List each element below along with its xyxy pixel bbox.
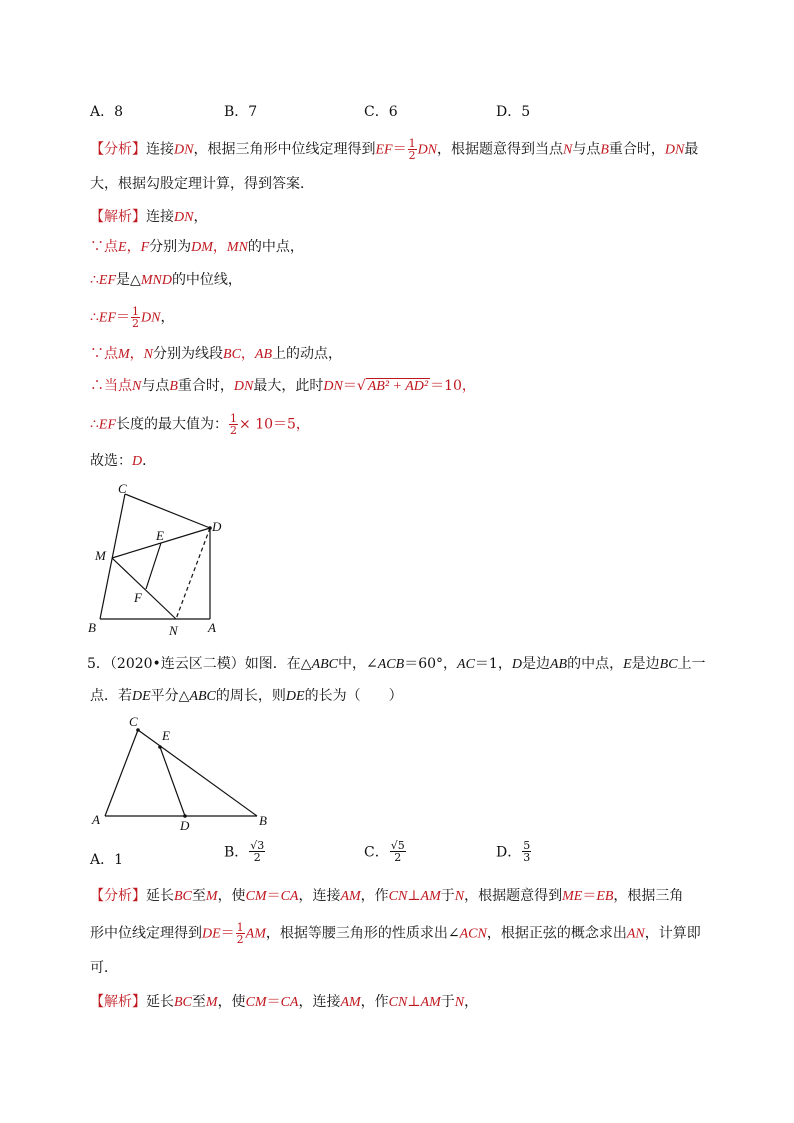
- equals: ＝: [392, 141, 407, 158]
- text: ，计算即: [644, 925, 701, 942]
- q4-analysis-line2: 大，根据勾股定理计算，得到答案．: [90, 176, 314, 192]
- equals: ＝: [266, 888, 281, 904]
- text: 5．（2020•连云区二模）如图．在△: [87, 656, 312, 672]
- q4-solution-line2: [90, 237, 304, 258]
- point-e: [158, 745, 162, 749]
- label-c: C: [118, 481, 127, 496]
- var-n: N: [563, 142, 573, 158]
- label-e: E: [156, 528, 164, 543]
- q5-solution-line1: [90, 992, 478, 1013]
- answer: D: [132, 454, 143, 469]
- text: 分别为: [149, 239, 192, 255]
- text: ，作: [360, 888, 389, 904]
- var-m: M: [205, 889, 218, 904]
- q4-option-c: C．6: [364, 104, 398, 120]
- var-am: AM: [245, 926, 266, 942]
- var-m: M: [205, 995, 218, 1010]
- text: 延长: [146, 994, 174, 1010]
- label-f: F: [134, 590, 142, 605]
- var-de: DE: [202, 926, 221, 942]
- text: ∵点: [90, 346, 118, 362]
- label-b: B: [259, 813, 267, 828]
- label-d: D: [212, 519, 222, 534]
- q5-geometry-figure: [85, 710, 285, 835]
- analysis-tag: 【分析】: [90, 141, 146, 158]
- sqrt-radicand: AB² + AD²: [367, 379, 429, 394]
- text: 点．若: [90, 688, 132, 704]
- label-e: E: [162, 728, 170, 743]
- var-ca: CA: [280, 889, 299, 904]
- var-ab: AB: [549, 657, 568, 672]
- text: ＝60°，: [404, 656, 458, 672]
- var-ab: AB: [254, 347, 273, 362]
- label-b: B: [88, 620, 96, 635]
- segment-ca: [105, 730, 138, 816]
- fraction-half: [229, 413, 238, 436]
- analysis-tag: 【分析】: [90, 888, 146, 904]
- text: ．: [142, 453, 157, 469]
- q4-option-b: B．7: [224, 104, 258, 120]
- perp-symbol: ⊥: [407, 888, 421, 904]
- numerator: 1: [230, 412, 238, 425]
- text: ，根据三角形中位线定理得到: [193, 141, 376, 158]
- numerator: 1: [132, 305, 140, 318]
- denominator: 2: [236, 933, 244, 946]
- q4-solution-line1: [90, 207, 207, 228]
- text: ，: [464, 994, 479, 1010]
- option-label: D．: [496, 844, 522, 861]
- text: ，根据等腰三角形的性质求出∠: [265, 925, 460, 942]
- var-n: N: [454, 889, 465, 904]
- var-ef: EF: [98, 273, 117, 288]
- text: ∴当点: [90, 378, 132, 394]
- solution-tag: 【解析】: [90, 994, 146, 1010]
- numerator: 1: [408, 137, 416, 150]
- text: ＝1，: [474, 656, 512, 672]
- text: 于: [440, 888, 455, 904]
- q4-solution-line8: [90, 451, 156, 472]
- text: 中，∠: [338, 656, 378, 672]
- var-n: N: [132, 379, 142, 394]
- var-f: F: [140, 240, 150, 255]
- label-c: C: [129, 714, 138, 729]
- var-ef: EF: [375, 142, 393, 158]
- var-dm: DM: [191, 240, 213, 255]
- text: ，: [129, 346, 144, 362]
- var-eb: EB: [596, 889, 614, 904]
- numerator: 1: [236, 921, 244, 934]
- text: 上一: [677, 656, 706, 672]
- var-m: M: [118, 347, 130, 362]
- text: 于: [440, 994, 455, 1010]
- text: 形中位线定理得到: [90, 925, 202, 942]
- segment-dn-dashed: [176, 528, 210, 619]
- var-am: AM: [420, 995, 441, 1010]
- var-dn: DN: [141, 310, 161, 326]
- text: 长度的最大值为：: [116, 416, 229, 433]
- segment-ef: [146, 543, 161, 589]
- var-dn: DN: [664, 142, 685, 158]
- denominator: 2: [230, 424, 238, 437]
- equals: ＝: [220, 925, 235, 942]
- option-label: C．: [364, 844, 389, 861]
- text: ∵点: [90, 239, 118, 255]
- label-n: N: [169, 623, 178, 638]
- var-cn: CN: [388, 889, 408, 904]
- q5-option-a: A．1: [90, 852, 124, 868]
- text: 是△: [116, 272, 141, 288]
- var-de: DE: [132, 689, 151, 704]
- equals: ＝: [116, 309, 131, 326]
- var-ca: CA: [280, 995, 299, 1010]
- q5-stem-line2: [90, 686, 403, 707]
- fraction: [522, 840, 531, 863]
- var-b: B: [169, 379, 178, 394]
- var-dn: DN: [233, 379, 254, 394]
- text: × 10＝5，: [239, 416, 310, 433]
- text: ，连接: [298, 888, 341, 904]
- var-dn: DN: [174, 142, 194, 158]
- var-e: E: [118, 240, 127, 255]
- text: 至: [191, 888, 206, 904]
- var-am: AM: [340, 995, 361, 1010]
- solution-tag: 【解析】: [90, 209, 146, 225]
- text: 的中点，: [567, 656, 624, 672]
- text: ，: [240, 346, 255, 362]
- equals: ＝: [582, 888, 597, 904]
- text: ，根据题意得到: [464, 888, 563, 904]
- q4-option-d: D．5: [496, 104, 531, 120]
- q4-geometry-figure: [80, 478, 240, 643]
- therefore: ∴: [90, 416, 99, 433]
- var-n: N: [143, 347, 154, 362]
- text: 是边: [631, 656, 660, 672]
- text: 平分△: [150, 688, 190, 704]
- var-abc: ABC: [311, 657, 339, 672]
- text: ，根据题意得到当点: [437, 141, 564, 158]
- text: 重合时，: [177, 378, 234, 394]
- equals: ＝: [342, 378, 357, 394]
- segment-mn: [112, 558, 176, 619]
- segment-de: [160, 747, 185, 816]
- text: 分别为线段: [153, 346, 224, 362]
- fraction: [249, 840, 265, 863]
- q5-option-d: [496, 840, 532, 863]
- var-dn: DN: [174, 210, 194, 225]
- var-acn: ACN: [459, 926, 487, 942]
- text: ，: [126, 239, 141, 255]
- sqrt-symbol: √: [356, 378, 366, 394]
- var-dn: DN: [417, 142, 438, 158]
- q4-solution-line5: [90, 344, 342, 365]
- var-bc: BC: [223, 347, 241, 362]
- denominator: 3: [523, 851, 531, 864]
- text: 连接: [146, 209, 174, 225]
- q5-analysis-line1: [90, 886, 683, 907]
- var-e: E: [623, 657, 632, 672]
- q5-option-b: [224, 840, 266, 863]
- denominator: 2: [132, 317, 140, 330]
- q4-option-a: A．8: [90, 104, 124, 120]
- var-am: AM: [340, 889, 361, 904]
- var-mn: MN: [226, 240, 248, 255]
- var-ac: AC: [457, 657, 475, 672]
- therefore: ∴: [90, 309, 99, 326]
- text: 的中点，: [247, 239, 304, 255]
- text: 重合时，: [608, 141, 665, 158]
- text: 故选：: [90, 453, 132, 469]
- denominator: 2: [408, 149, 416, 162]
- var-ef: EF: [98, 310, 117, 326]
- text: 最大，此时: [253, 378, 324, 394]
- var-bc: BC: [659, 657, 678, 672]
- var-d: D: [511, 657, 522, 672]
- label-a: A: [92, 812, 100, 827]
- text: 上的动点，: [272, 346, 343, 362]
- fraction-half: [131, 306, 140, 329]
- q4-solution-line6: [90, 376, 476, 397]
- var-de: DE: [285, 689, 305, 704]
- q4-solution-line4: [90, 306, 174, 329]
- text: ，: [212, 239, 227, 255]
- var-cm: CM: [245, 995, 267, 1010]
- label-d: D: [180, 818, 190, 833]
- q4-solution-line3: [90, 270, 242, 291]
- perp-symbol: ⊥: [407, 994, 421, 1010]
- fraction-half: [236, 922, 245, 945]
- var-b: B: [600, 142, 609, 158]
- var-dn: DN: [323, 379, 343, 394]
- denominator: 2: [253, 851, 261, 864]
- text: ，使: [217, 994, 246, 1010]
- segment-cd: [125, 494, 210, 528]
- var-bc: BC: [174, 995, 192, 1010]
- q4-solution-line7: [90, 413, 310, 436]
- q5-analysis-line3: 可．: [90, 960, 118, 976]
- var-n: N: [454, 995, 465, 1010]
- text: 的周长，则: [215, 688, 286, 704]
- text: ，: [193, 209, 208, 225]
- numerator: √3: [250, 839, 265, 852]
- var-mnd: MND: [140, 273, 172, 288]
- text: ＝10，: [430, 378, 476, 394]
- var-cn: CN: [388, 995, 408, 1010]
- text: 是边: [521, 656, 550, 672]
- numerator: 5: [523, 839, 531, 852]
- label-m: M: [95, 548, 106, 563]
- var-ef: EF: [98, 417, 117, 433]
- option-label: B．: [224, 844, 249, 861]
- var-an: AN: [626, 926, 645, 942]
- text: ，连接: [298, 994, 341, 1010]
- text: ，根据三角: [613, 888, 684, 904]
- denominator: 2: [394, 851, 402, 864]
- var-me: ME: [562, 889, 583, 904]
- text: 的中位线，: [171, 272, 242, 288]
- text: 与点: [572, 141, 601, 158]
- var-bc: BC: [174, 889, 192, 904]
- text: 最: [684, 141, 699, 158]
- text: ，使: [217, 888, 246, 904]
- var-cm: CM: [245, 889, 267, 904]
- text: 连接: [146, 141, 174, 158]
- text: ，根据正弦的概念求出: [486, 925, 627, 942]
- numerator: √5: [390, 839, 405, 852]
- q5-option-c: [364, 840, 407, 863]
- q5-stem-line1: [87, 654, 706, 675]
- q5-analysis-line2: [90, 922, 701, 945]
- var-abc: ABC: [189, 689, 216, 704]
- fraction-half: [408, 138, 417, 161]
- text: 的长为（ ）: [304, 688, 403, 704]
- text: ，作: [360, 994, 389, 1010]
- text: 延长: [146, 888, 174, 904]
- text: 与点: [141, 378, 170, 394]
- fraction: [390, 840, 406, 863]
- text: 至: [191, 994, 206, 1010]
- therefore: ∴: [90, 272, 99, 288]
- label-a: A: [208, 620, 216, 635]
- q4-analysis-line1: [90, 138, 698, 161]
- var-acb: ACB: [377, 657, 405, 672]
- segment-cb: [138, 730, 257, 816]
- var-am: AM: [420, 889, 441, 904]
- text: ，: [160, 309, 175, 326]
- equals: ＝: [266, 994, 281, 1010]
